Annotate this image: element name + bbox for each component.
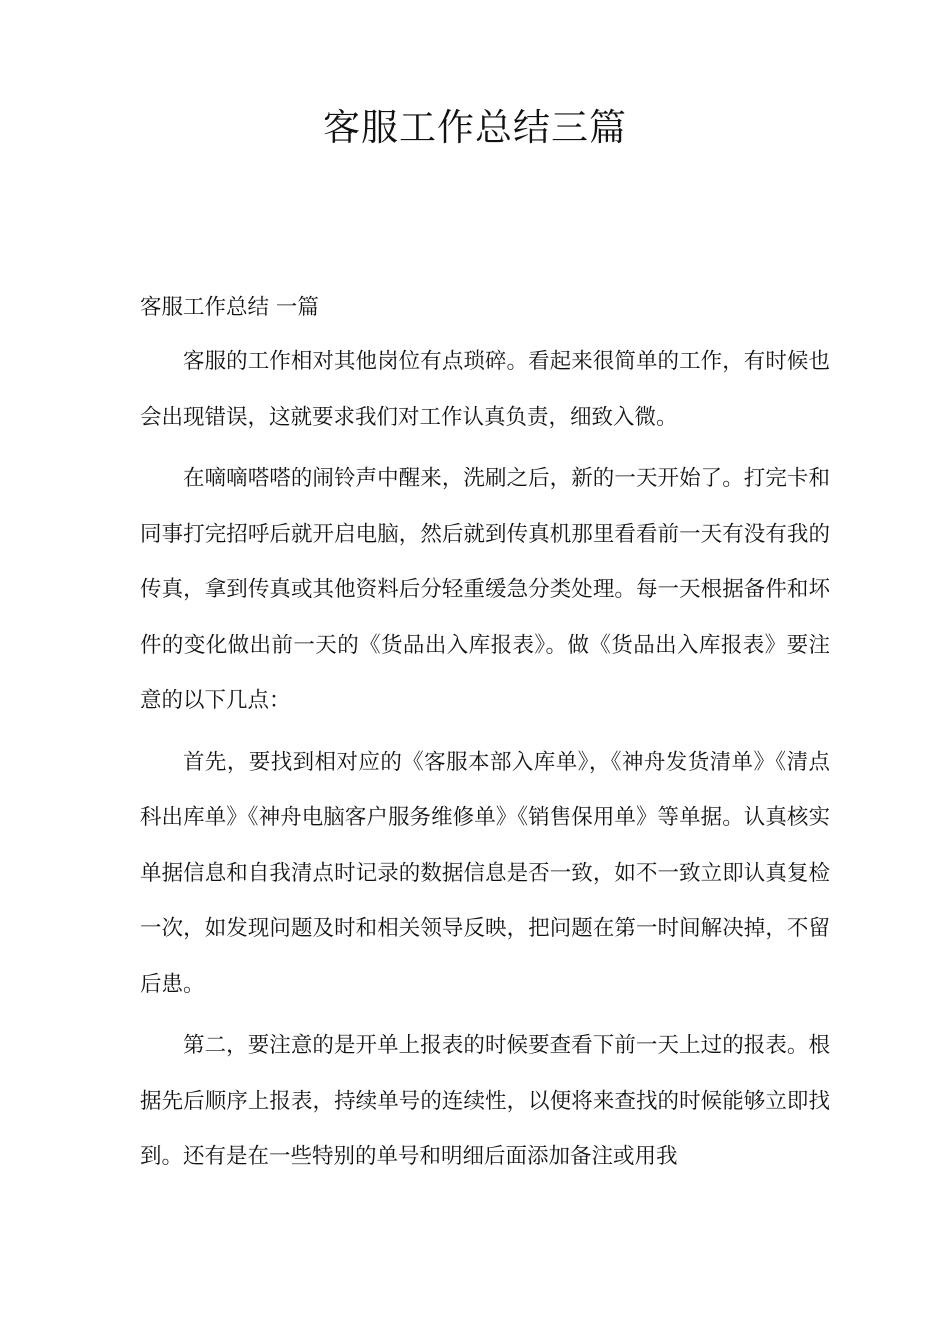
section-heading: 客服工作总结 一篇 [140, 295, 319, 320]
paragraph-2: 在嘀嘀嗒嗒的闹铃声中醒来，洗刷之后，新的一天开始了。打完卡和同事打完招呼后就开启电脑，然后就到传真机那里看看前一天有没有我的传真，拿到传真或其他资料后分轻重缓急分类处理。每一天根据备件和坏件的变化做出前一天的《货品出入库报表》。做《货品出入库报表》要注意的以下几点： [140, 466, 830, 713]
document-body [140, 290, 830, 1185]
paragraph-3: 首先，要找到相对应的《客服本部入库单》，《神舟发货清单》《清点科出库单》《神舟电脑客户服务维修单》《销售保用单》等单据。认真核实单据信息和自我清点时记录的数据信息是否一致，如不一致立即认真复检一次，如发现问题及时和相关领导反映，把问题在第一时间解决掉，不留后患。 [140, 749, 830, 997]
document-title: 客服工作总结三篇 [323, 106, 627, 149]
paragraph-1: 客服的工作相对其他岗位有点琐碎。看起来很简单的工作，有时候也会出现错误，这就要求我们对工作认真负责，细致入微。 [140, 349, 830, 430]
paragraph-4: 第二，要注意的是开单上报表的时候要查看下前一天上过的报表。根据先后顺序上报表，持续单号的连续性，以便将来查找的时候能够立即找到。还有是在一些特别的单号和明细后面添加备注或用我 [140, 1033, 830, 1169]
